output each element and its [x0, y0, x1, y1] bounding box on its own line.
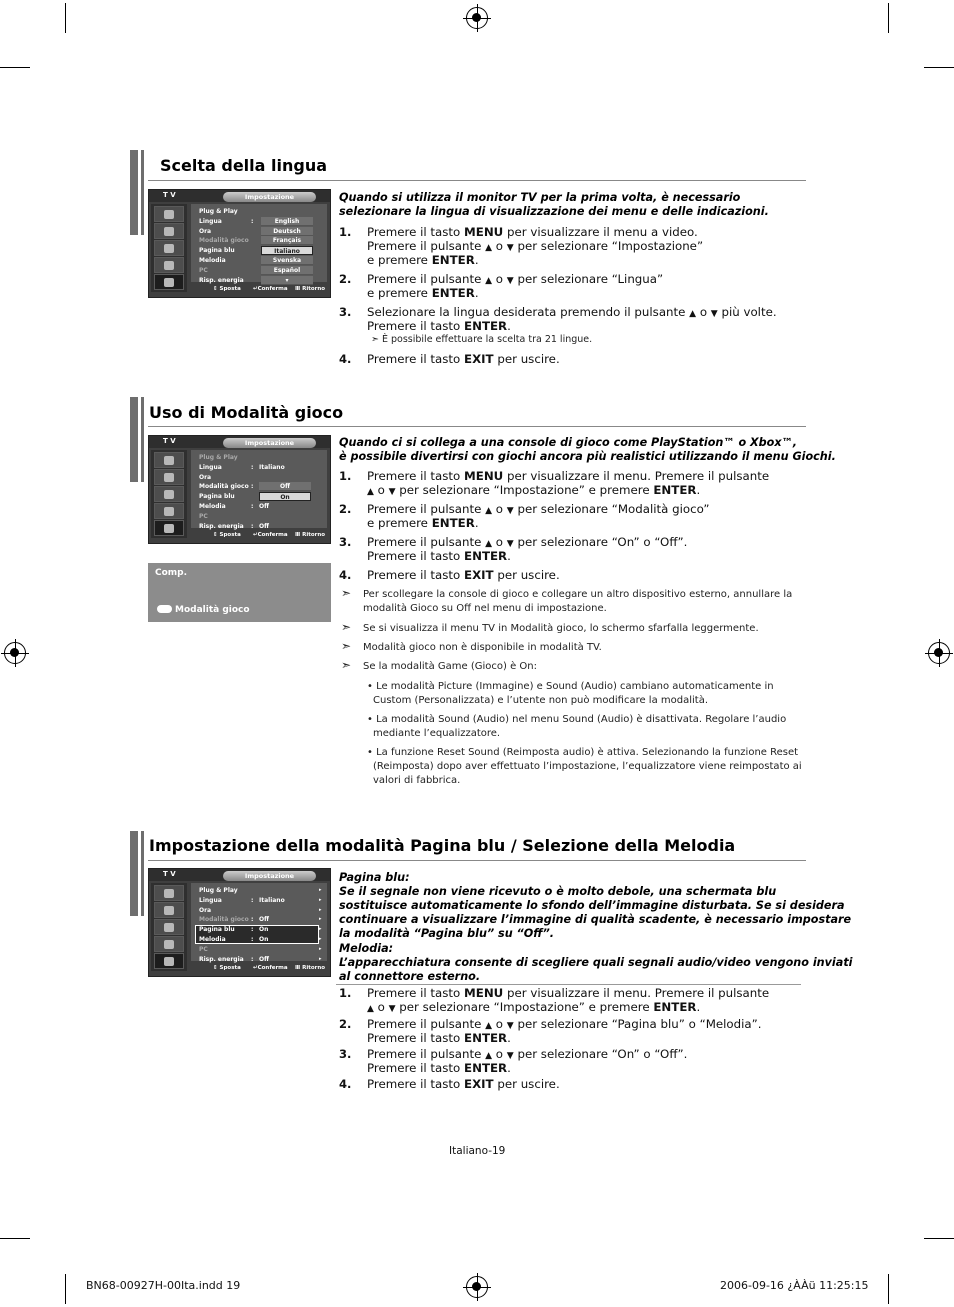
- step-text: Premere il tasto ENTER.: [367, 1061, 511, 1075]
- osd-menu-row: Ora: [199, 473, 212, 481]
- osd-menu-row: Plug & Play: [199, 208, 238, 215]
- intro-text: la modalità “Pagina blu” su “Off”.: [339, 927, 555, 941]
- osd-option: English: [261, 217, 313, 226]
- key-label: MENU: [464, 469, 504, 483]
- key-label: ENTER: [464, 1031, 508, 1045]
- osd-footer-hint: Ⅲ Ritorno: [295, 532, 326, 538]
- osd-menu-row: Modalità gioco: [199, 916, 249, 924]
- osd-colon: :: [251, 936, 254, 943]
- osd-value: Off: [259, 503, 269, 510]
- step-text: ▲ o ▼ per selezionare “Impostazione” e premere ENTER.: [367, 483, 701, 497]
- key-label: ENTER: [431, 286, 475, 300]
- step-text: e premere ENTER.: [367, 516, 479, 530]
- arrow-down-icon: ▼: [506, 1051, 514, 1061]
- comp-label: Comp.: [155, 568, 188, 578]
- step-number: 1.: [339, 986, 352, 1000]
- osd-menu-row: Lingua: [199, 463, 222, 471]
- osd-menu-blue-screen: T V Impostazione Plug & Play ▸ Lingua : Italiano ▸ Ora ▸ Modalità gioco : Off ▸ Pagina blu : On ▸ Melodia : On ▸ PC ▸ Risp. energia : Off ▸ ⇕ Sposta ↵Conferma Ⅲ Ritorno: [148, 868, 331, 977]
- step-text: Premere il tasto ENTER.: [367, 549, 511, 563]
- intro-text: è possibile divertirsi con giochi ancora più realistici utilizzando il menu Giochi.: [339, 450, 836, 463]
- section-title: Uso di Modalità gioco: [149, 403, 344, 422]
- intro-text: Melodia:: [339, 941, 394, 955]
- osd-menu-row: Pagina blu: [199, 247, 235, 255]
- step-text: Premere il pulsante ▲ o ▼ per selezionare “On” o “Off”.: [367, 1047, 688, 1061]
- osd-colon: :: [251, 896, 254, 904]
- crop-mark: [65, 1274, 66, 1304]
- intro-text: L’apparecchiatura consente di scegliere quali segnali audio/video vengono inviati: [339, 955, 853, 969]
- registration-mark-icon: [466, 1276, 488, 1298]
- bullet-text: • La modalità Sound (Audio) nel menu Sound (Audio) è disattivata. Regolare l’audio: [367, 714, 787, 725]
- step-number: 1.: [339, 469, 352, 483]
- step-number: 2.: [339, 1017, 352, 1031]
- step-text: Premere il tasto EXIT per uscire.: [367, 1077, 560, 1091]
- bullet-text: mediante l’equalizzatore.: [373, 728, 501, 739]
- osd-menu-row: Lingua: [199, 896, 222, 904]
- step-number: 3.: [339, 535, 352, 549]
- arrow-up-icon: ▲: [485, 243, 493, 253]
- step-number: 3.: [339, 305, 352, 319]
- section-bar: [130, 150, 141, 235]
- osd-footer-hint: ⇕ Sposta: [213, 965, 241, 971]
- comp-game-mode-indicator: [148, 563, 331, 622]
- note-text: modalità Gioco su Off nel menu di impostazione.: [363, 603, 607, 614]
- note-arrow-icon: ➣: [341, 639, 352, 653]
- osd-footer-hint: ⇕ Sposta: [213, 286, 241, 292]
- key-label: MENU: [464, 986, 504, 1000]
- arrow-down-icon: ▼: [506, 539, 514, 549]
- note-arrow-icon: ➣: [341, 586, 352, 600]
- intro-text: al connettore esterno.: [339, 969, 481, 983]
- osd-menu-row: Melodia: [199, 936, 226, 943]
- arrow-up-icon: ▲: [485, 276, 493, 286]
- page-number: Italiano-19: [449, 1145, 506, 1157]
- step-text: e premere ENTER.: [367, 286, 479, 300]
- step-text: Premere il tasto EXIT per uscire.: [367, 352, 560, 366]
- step-number: 4.: [339, 1077, 352, 1091]
- intro-text: Pagina blu:: [339, 871, 410, 884]
- step-text: Premere il tasto ENTER.: [367, 1031, 511, 1045]
- osd-footer-hint: ⇕ Sposta: [213, 532, 241, 538]
- osd-menu-row: PC: [199, 266, 208, 274]
- note-arrow-icon: ➣: [341, 620, 352, 634]
- key-label: ENTER: [431, 516, 475, 530]
- step-number: 4.: [339, 568, 352, 582]
- osd-menu-row: Risp. energia: [199, 276, 244, 284]
- key-label: EXIT: [464, 352, 494, 366]
- step-number: 2.: [339, 272, 352, 286]
- osd-colon: :: [251, 916, 254, 924]
- osd-colon: :: [251, 463, 254, 471]
- note-text: Se la modalità Game (Gioco) è On:: [363, 661, 537, 672]
- chevron-right-icon: ▸: [319, 887, 322, 893]
- osd-menu-row: Plug & Play: [199, 887, 238, 894]
- chevron-right-icon: ▸: [319, 916, 322, 923]
- key-label: ENTER: [464, 1061, 508, 1075]
- slug-file: BN68-00927H-00Ita.indd 19: [86, 1279, 241, 1292]
- osd-colon: :: [251, 522, 254, 530]
- osd-option: ▾: [261, 276, 313, 285]
- section-rule: [148, 426, 806, 427]
- key-label: ENTER: [431, 253, 475, 267]
- osd-menu-language: T V Impostazione Plug & Play Lingua Ora Modalità gioco Pagina blu Melodia PC Risp. energia : English Deutsch Français Italiano Svenska Español ▾ ⇕ Sposta ↵Conferma Ⅲ Ritorno: [148, 189, 331, 298]
- osd-value: Off: [259, 955, 269, 963]
- chevron-right-icon: ▸: [319, 936, 322, 942]
- arrow-up-icon: ▲: [485, 1021, 493, 1031]
- step-text: Premere il tasto EXIT per uscire.: [367, 568, 560, 582]
- step-text: Premere il pulsante ▲ o ▼ per selezionare “Impostazione”: [367, 239, 704, 253]
- step-text: Premere il pulsante ▲ o ▼ per selezionare “Modalità gioco”: [367, 502, 710, 516]
- game-mode-label: Modalità gioco: [157, 605, 250, 615]
- bullet-text: • Le modalità Picture (Immagine) e Sound (Audio) cambiano automaticamente in: [367, 681, 774, 692]
- osd-value: On: [259, 926, 269, 934]
- key-label: ENTER: [653, 1000, 697, 1014]
- step-text: Premere il pulsante ▲ o ▼ per selezionare “Pagina blu” o “Melodia”.: [367, 1017, 762, 1031]
- step-number: 2.: [339, 502, 352, 516]
- note-text: Per scollegare la console di gioco e collegare un altro dispositivo esterno, annullare la: [363, 589, 793, 600]
- chevron-right-icon: ▸: [319, 896, 322, 903]
- osd-colon: :: [251, 483, 254, 491]
- note-arrow-icon: ➣: [341, 658, 352, 672]
- intro-text: Quando ci si collega a una console di gioco come PlayStation™ o Xbox™,: [339, 436, 798, 449]
- osd-menu-row: Risp. energia: [199, 522, 244, 530]
- osd-menu-row: PC: [199, 945, 208, 953]
- osd-option: On: [259, 492, 311, 501]
- registration-mark-icon: [928, 642, 950, 664]
- crop-mark: [924, 1238, 954, 1239]
- arrow-up-icon: ▲: [485, 1051, 493, 1061]
- crop-mark: [65, 3, 66, 33]
- arrow-up-icon: ▲: [367, 487, 374, 497]
- osd-colon: :: [251, 926, 254, 934]
- note-text: Se si visualizza il menu TV in Modalità gioco, lo schermo sfarfalla leggermente.: [363, 623, 759, 634]
- arrow-down-icon: ▼: [506, 276, 514, 286]
- step-text: e premere ENTER.: [367, 253, 479, 267]
- note-text: Modalità gioco non è disponibile in modalità TV.: [363, 642, 602, 653]
- crop-mark: [0, 67, 30, 68]
- chevron-right-icon: ▸: [319, 945, 322, 952]
- key-label: MENU: [464, 225, 504, 239]
- crop-mark: [924, 67, 954, 68]
- section-rule: [148, 860, 806, 861]
- step-text: Premere il tasto MENU per visualizzare il menu a video.: [367, 225, 698, 239]
- osd-footer-hint: ↵Conferma: [253, 965, 288, 971]
- osd-footer-hint: Ⅲ Ritorno: [295, 965, 326, 971]
- bullet-text: Custom (Personalizzata) e l’utente non può modificare la modalità.: [373, 695, 709, 706]
- arrow-up-icon: ▲: [485, 506, 493, 516]
- bullet-text: valori di fabbrica.: [373, 775, 461, 786]
- osd-menu-row: Pagina blu: [199, 493, 235, 501]
- step-note: ➣ È possibile effettuare la scelta tra 21 lingue.: [371, 334, 593, 345]
- section-rule: [148, 180, 806, 181]
- step-number: 4.: [339, 352, 352, 366]
- crop-mark: [888, 3, 889, 33]
- intro-text: Se il segnale non viene ricevuto o è molto debole, una schermata blu: [339, 885, 777, 899]
- osd-colon: :: [251, 217, 254, 225]
- osd-option: Deutsch: [261, 227, 313, 236]
- key-label: ENTER: [464, 549, 508, 563]
- osd-menu-row: Plug & Play: [199, 454, 238, 461]
- step-text: Premere il pulsante ▲ o ▼ per selezionare “On” o “Off”.: [367, 535, 688, 549]
- bullet-text: (Reimposta) dopo aver effettuato l’impostazione, l’equalizzatore viene reimpostato ai: [373, 761, 802, 772]
- section-title: Scelta della lingua: [160, 156, 327, 175]
- osd-colon: :: [251, 955, 254, 963]
- arrow-down-icon: ▼: [388, 1004, 396, 1014]
- intro-text: selezionare la lingua di visualizzazione dei menu e delle indicazioni.: [339, 205, 769, 218]
- osd-menu-row: Modalità gioco: [199, 483, 249, 491]
- osd-option: Svenska: [261, 256, 313, 265]
- gamepad-icon: [157, 605, 172, 613]
- arrow-up-icon: ▲: [689, 309, 697, 319]
- osd-menu-row: Modalità gioco: [199, 237, 249, 245]
- section-title: Impostazione della modalità Pagina blu / Selezione della Melodia: [149, 836, 736, 855]
- step-text: ▲ o ▼ per selezionare “Impostazione” e premere ENTER.: [367, 1000, 701, 1014]
- step-text: Premere il tasto MENU per visualizzare il menu. Premere il pulsante: [367, 986, 770, 1000]
- intro-text: Quando si utilizza il monitor TV per la prima volta, è necessario: [339, 191, 741, 204]
- osd-footer-hint: ↵Conferma: [253, 286, 288, 292]
- bullet-text: • La funzione Reset Sound (Reimposta audio) è attiva. Selezionando la funzione Reset: [367, 747, 799, 758]
- osd-value: Italiano: [259, 896, 285, 904]
- key-label: ENTER: [653, 483, 697, 497]
- osd-option: Español: [261, 266, 313, 275]
- osd-value: Italiano: [259, 463, 285, 471]
- chevron-right-icon: ▸: [319, 955, 322, 962]
- osd-menu-row: Ora: [199, 906, 212, 914]
- arrow-down-icon: ▼: [506, 243, 514, 253]
- step-number: 1.: [339, 225, 352, 239]
- osd-value: Off: [259, 522, 269, 530]
- osd-colon: :: [251, 503, 254, 510]
- osd-value: On: [259, 936, 269, 943]
- osd-value: Off: [259, 916, 269, 924]
- key-label: EXIT: [464, 1077, 494, 1091]
- arrow-down-icon: ▼: [710, 309, 718, 319]
- intro-text: sostituisce automaticamente lo sfondo dell’immagine disturbata. Se si desidera: [339, 899, 845, 913]
- registration-mark-icon: [4, 642, 26, 664]
- osd-menu-row: PC: [199, 512, 208, 520]
- chevron-right-icon: ▸: [319, 926, 322, 933]
- osd-menu-row: Pagina blu: [199, 926, 235, 934]
- osd-menu-row: Melodia: [199, 503, 226, 510]
- step-text: Premere il tasto MENU per visualizzare il menu. Premere il pulsante: [367, 469, 770, 483]
- osd-menu-game-mode: T V Impostazione Plug & Play Lingua : Italiano Ora Modalità gioco Pagina blu Melodia : Off PC Risp. energia : Off : Off On ⇕ Sposta ↵Conferma Ⅲ Ritorno: [148, 435, 331, 544]
- section-bar: [130, 831, 141, 916]
- step-text: Premere il pulsante ▲ o ▼ per selezionare “Lingua”: [367, 272, 664, 286]
- intro-text: continuare a visualizzare l’immagine di qualità scadente, è necessario impostare: [339, 913, 852, 927]
- registration-mark-icon: [466, 7, 488, 29]
- key-label: EXIT: [464, 568, 494, 582]
- arrow-down-icon: ▼: [506, 1021, 514, 1031]
- divider: [336, 984, 801, 985]
- chevron-right-icon: ▸: [319, 906, 322, 913]
- osd-footer-hint: Ⅲ Ritorno: [295, 286, 326, 292]
- step-text: Selezionare la lingua desiderata premendo il pulsante ▲ o ▼ più volte.: [367, 305, 777, 319]
- osd-option: Off: [259, 482, 311, 491]
- arrow-up-icon: ▲: [485, 539, 493, 549]
- crop-mark: [0, 1238, 30, 1239]
- arrow-down-icon: ▼: [388, 487, 396, 497]
- arrow-down-icon: ▼: [506, 506, 514, 516]
- osd-menu-row: Ora: [199, 227, 212, 235]
- key-label: ENTER: [464, 319, 508, 333]
- osd-menu-row: Risp. energia: [199, 955, 244, 963]
- step-number: 3.: [339, 1047, 352, 1061]
- crop-mark: [888, 1274, 889, 1304]
- step-text: Premere il tasto ENTER.: [367, 319, 511, 333]
- osd-footer-hint: ↵Conferma: [253, 532, 288, 538]
- osd-option: Français: [261, 236, 313, 245]
- osd-option: Italiano: [261, 246, 313, 255]
- section-bar: [130, 397, 141, 482]
- arrow-up-icon: ▲: [367, 1004, 374, 1014]
- slug-date: 2006-09-16 ¿ÀÀü 11:25:15: [720, 1279, 869, 1292]
- osd-menu-row: Lingua: [199, 217, 222, 225]
- osd-menu-row: Melodia: [199, 257, 226, 264]
